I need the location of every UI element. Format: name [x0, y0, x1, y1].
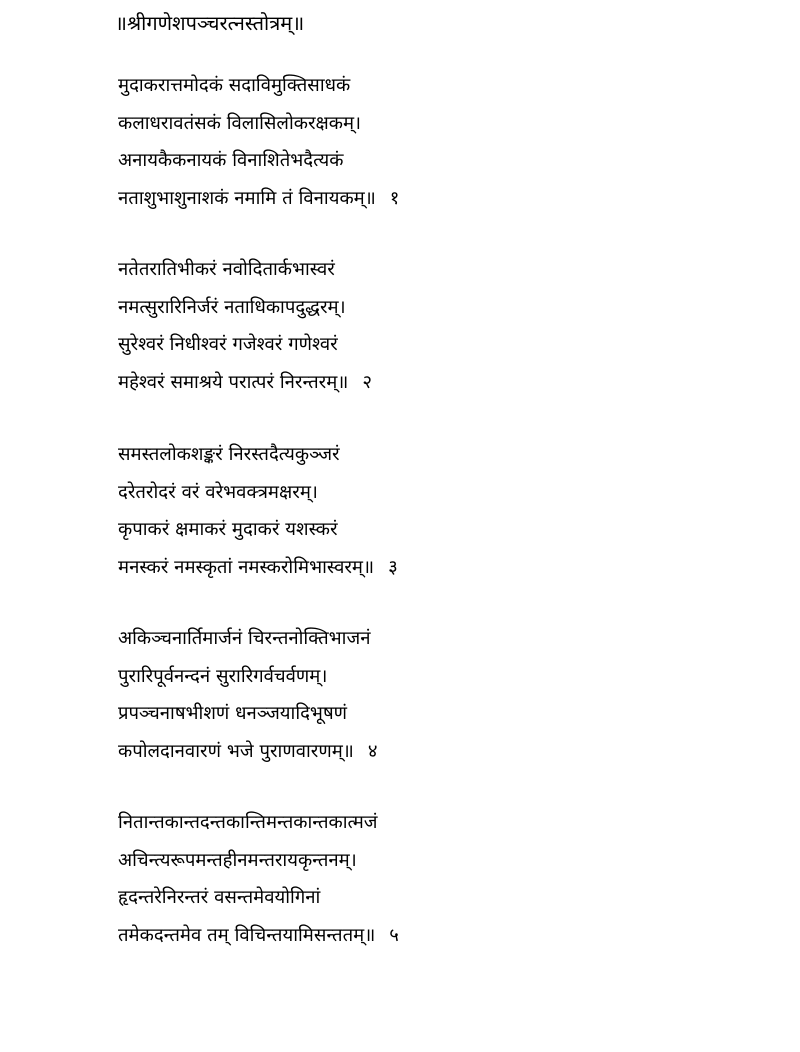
verse-number: १ — [389, 187, 400, 209]
verse-3 — [118, 436, 758, 586]
verse-line — [118, 251, 758, 289]
verse-line-text: अनायकैकनायकं विनाशितेभदैत्यकं — [118, 150, 344, 171]
verse-line-text: तमेकदन्तमेव तम् विचिन्तयामिसन्ततम्॥ — [118, 924, 376, 946]
verse-number: ३ — [388, 556, 398, 578]
verse-line — [118, 658, 758, 696]
verse-line-text: अकिञ्चनार्तिमार्जनं चिरन्तनोक्तिभाजनं — [118, 628, 371, 649]
verse-line — [118, 289, 758, 327]
verse-number: ५ — [389, 924, 399, 946]
verse-1 — [118, 67, 758, 217]
verse-line-text: नतेतरातिभीकरं नवोदितार्कभास्वरं — [118, 259, 335, 280]
verse-line-text: नताशुभाशुनाशकं नमामि तं विनायकम्॥ — [118, 187, 376, 209]
verse-line — [118, 326, 758, 364]
verse-line — [118, 364, 758, 402]
verse-line-text: सुरेश्वरं निधीश्वरं गजेश्वरं गणेश्वरं — [118, 334, 338, 355]
verse-line — [118, 879, 758, 917]
verse-line-text: कपोलदानवारणं भजे पुराणवारणम्॥ — [118, 740, 354, 762]
verse-line-text: प्रपञ्चनाषभीशणं धनञ्जयादिभूषणं — [118, 703, 348, 724]
verse-line — [118, 804, 758, 842]
verse-line — [118, 436, 758, 474]
verse-line-text: नमत्सुरारिनिर्जरं नताधिकापदुद्धरम्। — [118, 296, 346, 318]
verse-number: ४ — [367, 740, 378, 762]
verse-line — [118, 842, 758, 880]
verse-line-text: मुदाकरात्तमोदकं सदाविमुक्तिसाधकं — [118, 75, 351, 96]
stotram-title: ॥श्रीगणेशपञ्चरत्नस्तोत्रम्॥ — [115, 11, 305, 35]
verse-line — [118, 180, 758, 218]
verse-line — [118, 105, 758, 143]
verse-line-text: मनस्करं नमस्कृतां नमस्करोमिभास्वरम्॥ — [118, 556, 375, 578]
verse-5 — [118, 804, 758, 954]
verse-line-text: नितान्तकान्तदन्तकान्तिमन्तकान्तकात्मजं — [118, 812, 378, 833]
verse-line-text: कृपाकरं क्षमाकरं मुदाकरं यशस्करं — [118, 519, 338, 540]
verse-line — [118, 67, 758, 105]
verse-line-text: कलाधरावतंसकं विलासिलोकरक्षकम्। — [118, 112, 362, 134]
verse-line — [118, 917, 758, 955]
verse-line-text: अचिन्त्यरूपमन्तहीनमन्तरायकृन्तनम्। — [118, 849, 357, 871]
verse-line-text: दरेतरोदरं वरं वरेभवक्त्रमक्षरम्। — [118, 481, 318, 503]
verse-line-text: महेश्वरं समाश्रये परात्परं निरन्तरम्॥ — [118, 371, 349, 393]
verse-line-text: समस्तलोकशङ्करं निरस्तदैत्यकुञ्जरं — [118, 444, 340, 465]
verse-line — [118, 142, 758, 180]
verse-number: २ — [362, 371, 373, 393]
verse-line — [118, 511, 758, 549]
verse-line — [118, 733, 758, 771]
verse-line — [118, 620, 758, 658]
verse-line — [118, 549, 758, 587]
verse-line — [118, 474, 758, 512]
verse-2 — [118, 251, 758, 401]
verse-line-text: पुरारिपूर्वनन्दनं सुरारिगर्वचर्वणम्। — [118, 665, 328, 687]
verse-line — [118, 695, 758, 733]
verse-line-text: हृदन्तरेनिरन्तरं वसन्तमेवयोगिनां — [118, 887, 321, 908]
verse-4 — [118, 620, 758, 770]
